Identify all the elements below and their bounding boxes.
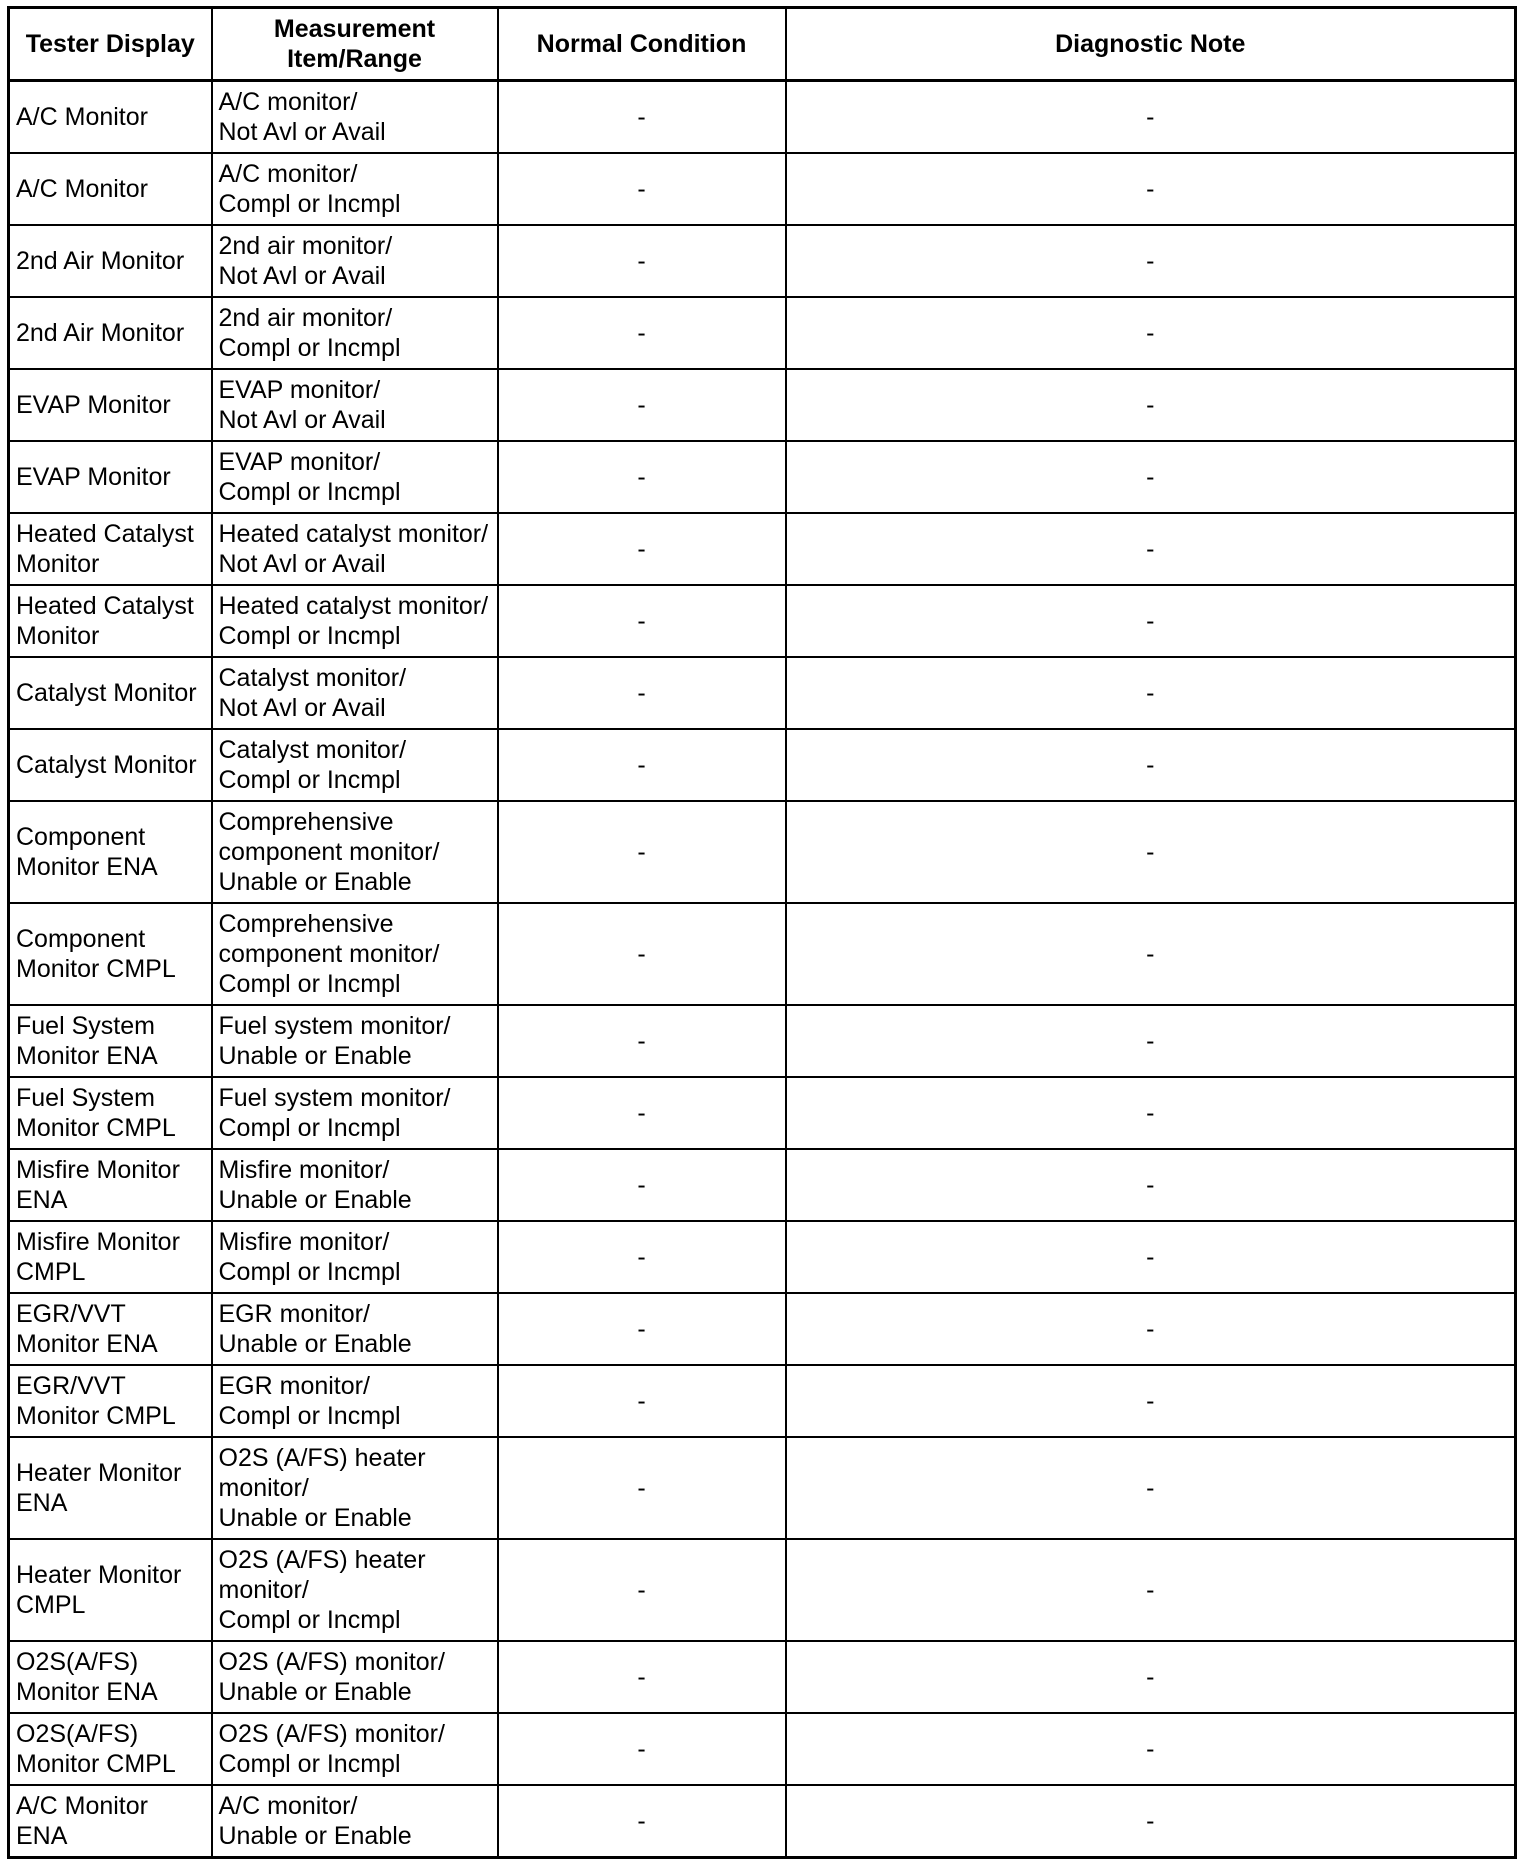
- measurement-item-cell: O2S (A/FS) heater monitor/ Compl or Incmpl: [212, 1539, 498, 1641]
- measurement-item-cell: Heated catalyst monitor/ Not Avl or Avail: [212, 513, 498, 585]
- diagnostic-note-cell: -: [786, 729, 1516, 801]
- table-row: [9, 297, 1516, 369]
- normal-condition-cell: -: [498, 1149, 786, 1221]
- normal-condition-cell: -: [498, 1713, 786, 1785]
- normal-condition-cell: -: [498, 657, 786, 729]
- tester-display-cell: Fuel System Monitor CMPL: [9, 1077, 212, 1149]
- table-row: [9, 801, 1516, 903]
- tester-display-cell: O2S(A/FS) Monitor ENA: [9, 1641, 212, 1713]
- tester-display-cell: Misfire Monitor ENA: [9, 1149, 212, 1221]
- tester-display-cell: Catalyst Monitor: [9, 729, 212, 801]
- table-row: [9, 729, 1516, 801]
- normal-condition-cell: -: [498, 585, 786, 657]
- measurement-item-cell: A/C monitor/ Unable or Enable: [212, 1785, 498, 1858]
- normal-condition-cell: -: [498, 801, 786, 903]
- tester-display-cell: EVAP Monitor: [9, 441, 212, 513]
- measurement-item-cell: Fuel system monitor/ Unable or Enable: [212, 1005, 498, 1077]
- measurement-item-cell: EGR monitor/ Unable or Enable: [212, 1293, 498, 1365]
- diagnostic-note-cell: -: [786, 1641, 1516, 1713]
- normal-condition-cell: -: [498, 297, 786, 369]
- tester-display-cell: A/C Monitor: [9, 153, 212, 225]
- monitor-status-table: [7, 6, 1517, 1859]
- tester-display-cell: Misfire Monitor CMPL: [9, 1221, 212, 1293]
- header-tester-display: Tester Display: [9, 8, 212, 81]
- measurement-item-cell: Misfire monitor/ Compl or Incmpl: [212, 1221, 498, 1293]
- measurement-item-cell: 2nd air monitor/ Not Avl or Avail: [212, 225, 498, 297]
- measurement-item-cell: Fuel system monitor/ Compl or Incmpl: [212, 1077, 498, 1149]
- normal-condition-cell: -: [498, 1005, 786, 1077]
- measurement-item-cell: O2S (A/FS) heater monitor/ Unable or Enable: [212, 1437, 498, 1539]
- table-row: [9, 1149, 1516, 1221]
- table-row: [9, 81, 1516, 154]
- diagnostic-note-cell: -: [786, 1077, 1516, 1149]
- measurement-item-cell: EVAP monitor/ Compl or Incmpl: [212, 441, 498, 513]
- table-row: [9, 1005, 1516, 1077]
- normal-condition-cell: -: [498, 153, 786, 225]
- normal-condition-cell: -: [498, 1293, 786, 1365]
- table-row: [9, 1785, 1516, 1858]
- diagnostic-note-cell: -: [786, 1221, 1516, 1293]
- normal-condition-cell: -: [498, 513, 786, 585]
- table-row: [9, 657, 1516, 729]
- normal-condition-cell: -: [498, 81, 786, 154]
- measurement-item-cell: A/C monitor/ Compl or Incmpl: [212, 153, 498, 225]
- measurement-item-cell: Heated catalyst monitor/ Compl or Incmpl: [212, 585, 498, 657]
- tester-display-cell: EGR/VVT Monitor CMPL: [9, 1365, 212, 1437]
- normal-condition-cell: -: [498, 441, 786, 513]
- diagnostic-note-cell: -: [786, 657, 1516, 729]
- diagnostic-note-cell: -: [786, 513, 1516, 585]
- table-row: [9, 441, 1516, 513]
- diagnostic-note-cell: -: [786, 1005, 1516, 1077]
- tester-display-cell: Heated Catalyst Monitor: [9, 585, 212, 657]
- measurement-item-cell: Misfire monitor/ Unable or Enable: [212, 1149, 498, 1221]
- normal-condition-cell: -: [498, 1221, 786, 1293]
- diagnostic-note-cell: -: [786, 369, 1516, 441]
- tester-display-cell: Catalyst Monitor: [9, 657, 212, 729]
- diagnostic-note-cell: -: [786, 225, 1516, 297]
- measurement-item-cell: Comprehensive component monitor/ Unable or Enable: [212, 801, 498, 903]
- normal-condition-cell: -: [498, 225, 786, 297]
- table-row: [9, 1077, 1516, 1149]
- diagnostic-note-cell: -: [786, 801, 1516, 903]
- table-row: [9, 1641, 1516, 1713]
- measurement-item-cell: O2S (A/FS) monitor/ Unable or Enable: [212, 1641, 498, 1713]
- tester-display-cell: EGR/VVT Monitor ENA: [9, 1293, 212, 1365]
- table-row: [9, 1365, 1516, 1437]
- normal-condition-cell: -: [498, 1641, 786, 1713]
- header-normal-condition: Normal Condition: [498, 8, 786, 81]
- diagnostic-note-cell: -: [786, 441, 1516, 513]
- diagnostic-note-cell: -: [786, 903, 1516, 1005]
- measurement-item-cell: 2nd air monitor/ Compl or Incmpl: [212, 297, 498, 369]
- tester-display-cell: Component Monitor CMPL: [9, 903, 212, 1005]
- table-row: [9, 1713, 1516, 1785]
- normal-condition-cell: -: [498, 1365, 786, 1437]
- diagnostic-note-cell: -: [786, 297, 1516, 369]
- tester-display-cell: 2nd Air Monitor: [9, 297, 212, 369]
- table-row: [9, 225, 1516, 297]
- table-header-row: [9, 8, 1516, 81]
- measurement-item-cell: O2S (A/FS) monitor/ Compl or Incmpl: [212, 1713, 498, 1785]
- table-row: [9, 585, 1516, 657]
- diagnostic-note-cell: -: [786, 1437, 1516, 1539]
- table-row: [9, 1221, 1516, 1293]
- normal-condition-cell: -: [498, 1539, 786, 1641]
- measurement-item-cell: A/C monitor/ Not Avl or Avail: [212, 81, 498, 154]
- table-row: [9, 1539, 1516, 1641]
- diagnostic-note-cell: -: [786, 153, 1516, 225]
- measurement-item-cell: Comprehensive component monitor/ Compl or Incmpl: [212, 903, 498, 1005]
- table-row: [9, 1293, 1516, 1365]
- tester-display-cell: Component Monitor ENA: [9, 801, 212, 903]
- diagnostic-note-cell: -: [786, 1149, 1516, 1221]
- diagnostic-note-cell: -: [786, 1365, 1516, 1437]
- normal-condition-cell: -: [498, 729, 786, 801]
- measurement-item-cell: EVAP monitor/ Not Avl or Avail: [212, 369, 498, 441]
- tester-display-cell: Heater Monitor ENA: [9, 1437, 212, 1539]
- table-row: [9, 369, 1516, 441]
- header-measurement-item: Measurement Item/Range: [212, 8, 498, 81]
- measurement-item-cell: EGR monitor/ Compl or Incmpl: [212, 1365, 498, 1437]
- tester-display-cell: A/C Monitor: [9, 81, 212, 154]
- tester-display-cell: 2nd Air Monitor: [9, 225, 212, 297]
- diagnostic-note-cell: -: [786, 1785, 1516, 1858]
- diagnostic-note-cell: -: [786, 1539, 1516, 1641]
- table-row: [9, 1437, 1516, 1539]
- measurement-item-cell: Catalyst monitor/ Not Avl or Avail: [212, 657, 498, 729]
- tester-display-cell: O2S(A/FS) Monitor CMPL: [9, 1713, 212, 1785]
- diagnostic-note-cell: -: [786, 585, 1516, 657]
- tester-display-cell: Heated Catalyst Monitor: [9, 513, 212, 585]
- normal-condition-cell: -: [498, 1785, 786, 1858]
- measurement-item-cell: Catalyst monitor/ Compl or Incmpl: [212, 729, 498, 801]
- tester-display-cell: A/C Monitor ENA: [9, 1785, 212, 1858]
- tester-display-cell: EVAP Monitor: [9, 369, 212, 441]
- normal-condition-cell: -: [498, 1437, 786, 1539]
- normal-condition-cell: -: [498, 369, 786, 441]
- diagnostic-note-cell: -: [786, 1293, 1516, 1365]
- table-row: [9, 513, 1516, 585]
- table-row: [9, 903, 1516, 1005]
- diagnostic-note-cell: -: [786, 81, 1516, 154]
- header-diagnostic-note: Diagnostic Note: [786, 8, 1516, 81]
- normal-condition-cell: -: [498, 903, 786, 1005]
- tester-display-cell: Fuel System Monitor ENA: [9, 1005, 212, 1077]
- normal-condition-cell: -: [498, 1077, 786, 1149]
- table-row: [9, 153, 1516, 225]
- tester-display-cell: Heater Monitor CMPL: [9, 1539, 212, 1641]
- diagnostic-note-cell: -: [786, 1713, 1516, 1785]
